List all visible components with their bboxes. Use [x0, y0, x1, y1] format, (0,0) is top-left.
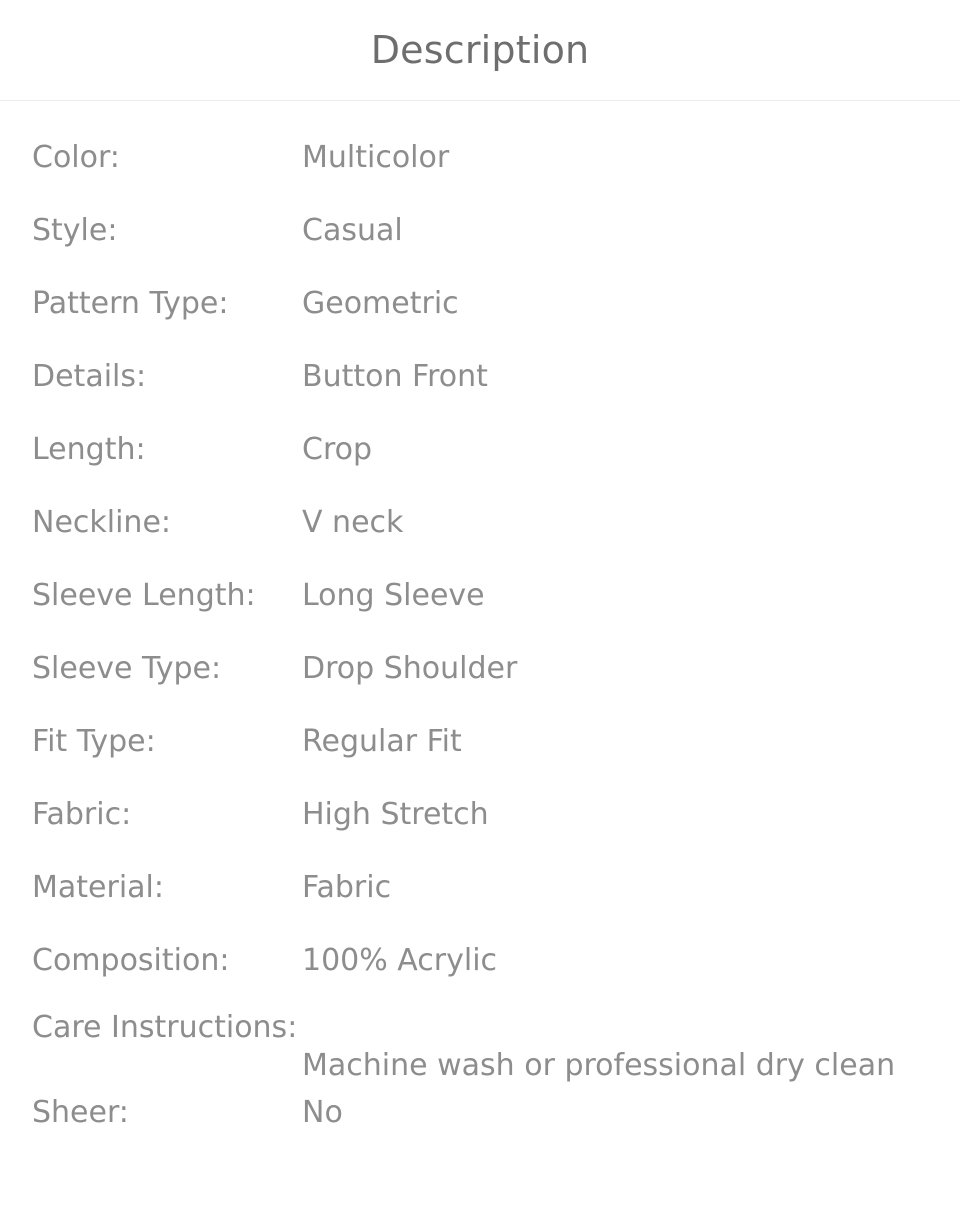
spec-row-composition	[32, 934, 928, 1007]
spec-value: Long Sleeve	[302, 578, 485, 613]
spec-value: No	[302, 1095, 343, 1130]
spec-label: Material:	[32, 870, 164, 905]
spec-row-color	[32, 131, 928, 204]
spec-value: Button Front	[302, 359, 488, 394]
spec-value: High Stretch	[302, 797, 489, 832]
spec-label: Style:	[32, 213, 118, 248]
spec-row-sleeve-type	[32, 642, 928, 715]
spec-label: Fit Type:	[32, 724, 156, 759]
spec-value: Casual	[302, 213, 403, 248]
description-spec-list	[0, 101, 960, 1159]
spec-label: Color:	[32, 140, 120, 175]
spec-label: Sleeve Type:	[32, 651, 222, 686]
spec-row-length	[32, 423, 928, 496]
spec-row-details	[32, 350, 928, 423]
spec-label: Sheer:	[32, 1095, 129, 1130]
spec-row-sheer	[32, 1086, 928, 1159]
spec-label: Details:	[32, 359, 147, 394]
spec-label: Neckline:	[32, 505, 172, 540]
spec-value: Drop Shoulder	[302, 651, 518, 686]
page-title: Description	[370, 28, 590, 72]
spec-label: Care Instructions:	[32, 1010, 298, 1045]
spec-row-fabric	[32, 788, 928, 861]
spec-value: Machine wash or professional dry clean	[302, 1048, 896, 1083]
spec-label: Pattern Type:	[32, 286, 229, 321]
spec-row-sleeve-length	[32, 569, 928, 642]
spec-value: Fabric	[302, 870, 392, 905]
page-header	[0, 0, 960, 101]
spec-label: Fabric:	[32, 797, 132, 832]
spec-row-neckline	[32, 496, 928, 569]
spec-value: Regular Fit	[302, 724, 462, 759]
spec-row-style	[32, 204, 928, 277]
spec-value: Crop	[302, 432, 373, 467]
spec-label: Composition:	[32, 943, 230, 978]
spec-row-care-instructions	[32, 1007, 928, 1086]
spec-value: Geometric	[302, 286, 459, 321]
spec-value: V neck	[302, 505, 404, 540]
spec-row-pattern-type	[32, 277, 928, 350]
spec-value: Multicolor	[302, 140, 450, 175]
spec-row-fit-type	[32, 715, 928, 788]
spec-label: Length:	[32, 432, 146, 467]
spec-label: Sleeve Length:	[32, 578, 256, 613]
spec-value: 100% Acrylic	[302, 943, 498, 978]
spec-row-material	[32, 861, 928, 934]
